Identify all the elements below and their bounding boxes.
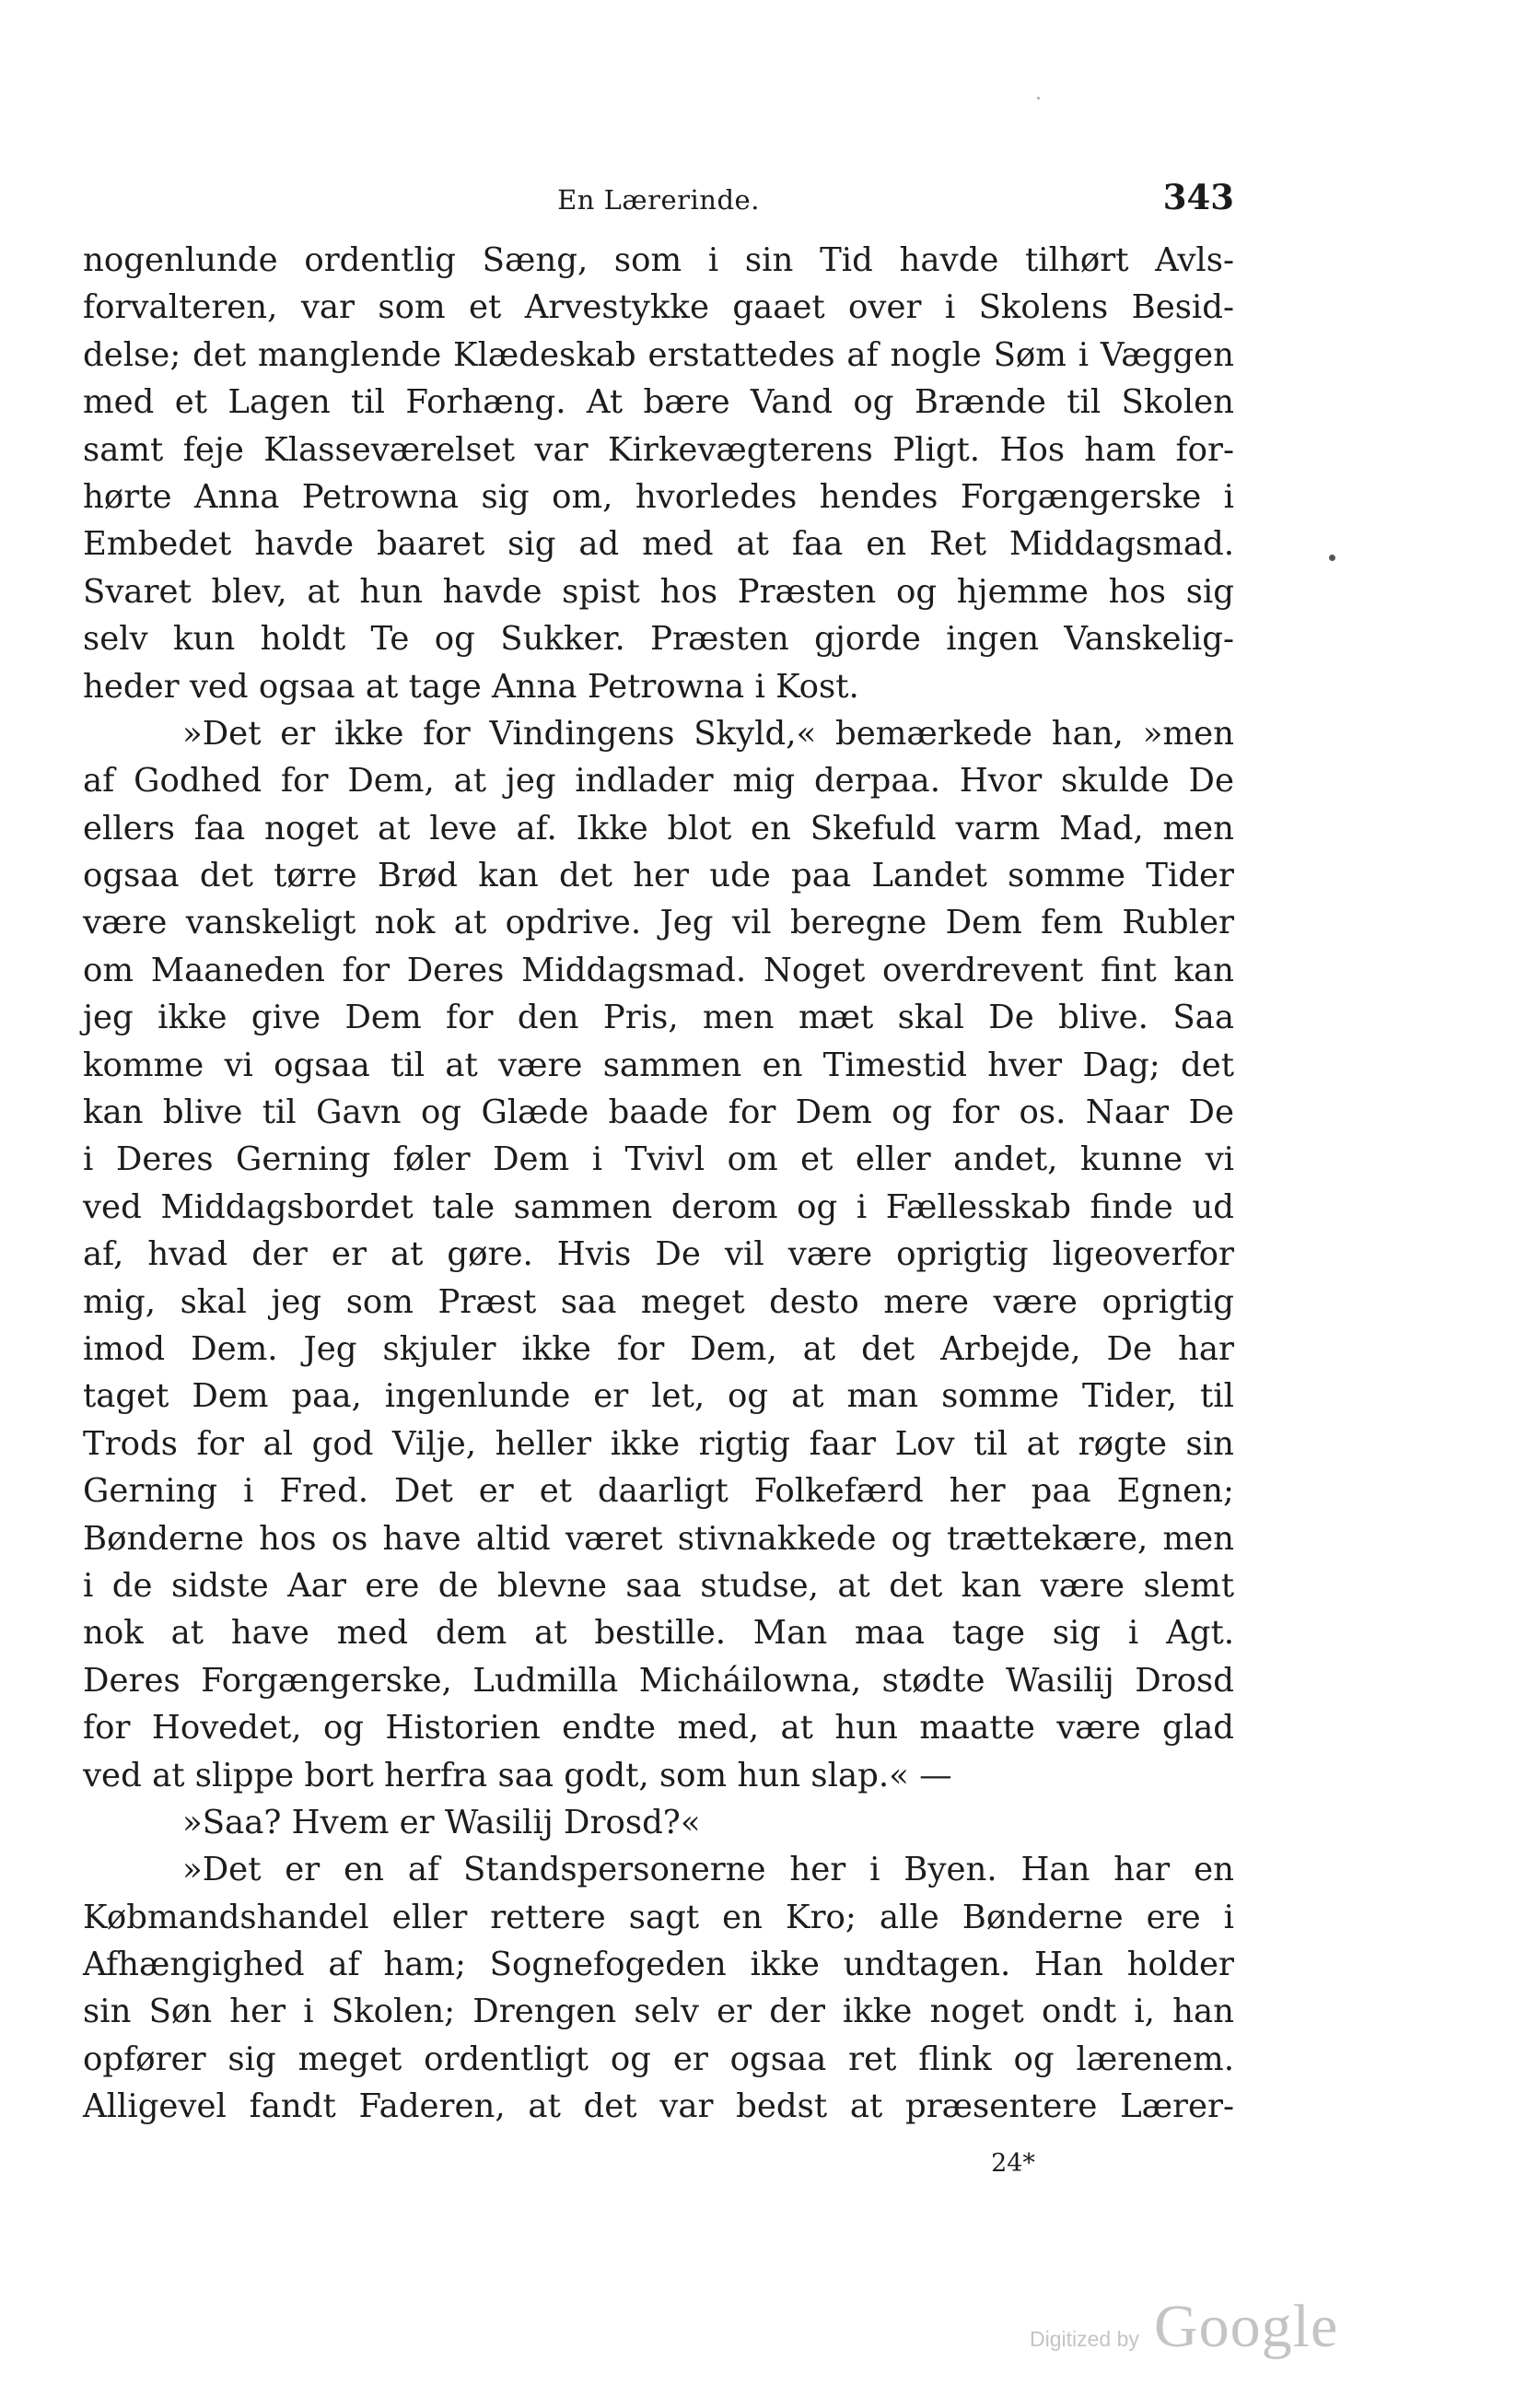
text-line: ved Middagsbordet tale sammen derom og i Fællesskab finde ud bbox=[83, 1187, 1234, 1226]
text-line: »Det er ikke for Vindingens Skyld,« bemærkede han, »men bbox=[182, 714, 1234, 753]
text-line: for Hovedet, og Historien endte med, at hun maatte være glad bbox=[83, 1709, 1234, 1748]
text-line: Deres Forgængerske, Ludmilla Micháilowna, stødte Wasilij Drosd bbox=[83, 1661, 1234, 1700]
running-title: En Lærerinde. bbox=[557, 184, 760, 216]
text-line: Købmandshandel eller rettere sagt en Kro; alle Bønderne ere i bbox=[83, 1898, 1234, 1936]
body-text bbox=[83, 237, 1234, 2131]
text-line: Trods for al god Vilje, heller ikke rigtig faar Lov til at røgte sin bbox=[83, 1424, 1234, 1463]
scan-speck bbox=[1329, 555, 1335, 561]
text-line: opfører sig meget ordentligt og er ogsaa ret flink og lærenem. bbox=[83, 2040, 1234, 2078]
text-line: Bønderne hos os have altid været stivnakkede og trættekære, men bbox=[83, 1519, 1234, 1558]
text-line: samt feje Klasseværelset var Kirkevægterens Pligt. Hos ham for- bbox=[83, 430, 1234, 469]
scan-speck bbox=[1037, 97, 1040, 99]
text-line: i Deres Gerning føler Dem i Tvivl om et eller andet, kunne vi bbox=[83, 1140, 1234, 1179]
text-line: Alligevel fandt Faderen, at det var bedst at præsentere Lærer- bbox=[83, 2087, 1234, 2126]
page-number: 343 bbox=[1162, 177, 1234, 217]
watermark-prefix: Digitized by bbox=[1030, 2327, 1139, 2351]
watermark-brand: Google bbox=[1154, 2293, 1339, 2360]
text-line: om Maaneden for Deres Middagsmad. Noget overdrevent fint kan bbox=[83, 951, 1234, 989]
text-line: Afhængighed af ham; Sognefogeden ikke undtagen. Han holder bbox=[83, 1946, 1234, 1984]
text-line: komme vi ogsaa til at være sammen en Timestid hver Dag; det bbox=[83, 1046, 1234, 1084]
text-line: sin Søn her i Skolen; Drengen selv er der ikke noget ondt i, han bbox=[83, 1993, 1234, 2031]
text-line: delse; det manglende Klædeskab erstattedes af nogle Søm i Væggen bbox=[83, 335, 1234, 374]
text-line: hørte Anna Petrowna sig om, hvorledes hendes Forgængerske i bbox=[83, 477, 1234, 516]
text-line: »Saa? Hvem er Wasilij Drosd?« bbox=[182, 1803, 701, 1841]
text-line: Svaret blev, at hun havde spist hos Præsten og hjemme hos sig bbox=[83, 572, 1234, 611]
text-line: nok at have med dem at bestille. Man maa tage sig i Agt. bbox=[83, 1614, 1234, 1653]
text-line: af Godhed for Dem, at jeg indlader mig derpaa. Hvor skulde De bbox=[83, 762, 1234, 801]
text-line: Embedet havde baaret sig ad med at faa en Ret Middagsmad. bbox=[83, 525, 1234, 564]
text-line: imod Dem. Jeg skjuler ikke for Dem, at det Arbejde, De har bbox=[83, 1329, 1234, 1368]
text-line: nogenlunde ordentlig Sæng, som i sin Tid havde tilhørt Avls- bbox=[83, 241, 1234, 279]
text-line: af, hvad der er at gøre. Hvis De vil være oprigtig ligeoverfor bbox=[83, 1235, 1234, 1274]
text-line: taget Dem paa, ingenlunde er let, og at man somme Tider, til bbox=[83, 1377, 1234, 1416]
digitization-watermark bbox=[1030, 2292, 1339, 2366]
text-line: i de sidste Aar ere de blevne saa studse, at det kan være slemt bbox=[83, 1566, 1234, 1605]
text-line: jeg ikke give Dem for den Pris, men mæt skal De blive. Saa bbox=[83, 999, 1234, 1037]
text-line: ved at slippe bort herfra saa godt, som hun slap.« — bbox=[83, 1756, 952, 1794]
text-line: ellers faa noget at leve af. Ikke blot en Skefuld varm Mad, men bbox=[83, 809, 1234, 847]
signature-mark: 24* bbox=[991, 2149, 1035, 2178]
text-line: mig, skal jeg som Præst saa meget desto mere være oprigtig bbox=[83, 1282, 1234, 1321]
text-line: være vanskeligt nok at opdrive. Jeg vil beregne Dem fem Rubler bbox=[83, 904, 1234, 942]
text-line: med et Lagen til Forhæng. At bære Vand og Brænde til Skolen bbox=[83, 383, 1234, 422]
text-line: heder ved ogsaa at tage Anna Petrowna i Kost. bbox=[83, 667, 859, 706]
text-line: »Det er en af Standspersonerne her i Byen. Han har en bbox=[182, 1851, 1234, 1889]
text-line: ogsaa det tørre Brød kan det her ude paa Landet somme Tider bbox=[83, 857, 1234, 895]
text-line: selv kun holdt Te og Sukker. Præsten gjorde ingen Vanskelig- bbox=[83, 620, 1234, 659]
running-head bbox=[83, 177, 1234, 223]
text-line: forvalteren, var som et Arvestykke gaaet over i Skolens Besid- bbox=[83, 288, 1234, 327]
text-line: Gerning i Fred. Det er et daarligt Folkefærd her paa Egnen; bbox=[83, 1472, 1234, 1511]
text-line: kan blive til Gavn og Glæde baade for Dem og for os. Naar De bbox=[83, 1093, 1234, 1132]
